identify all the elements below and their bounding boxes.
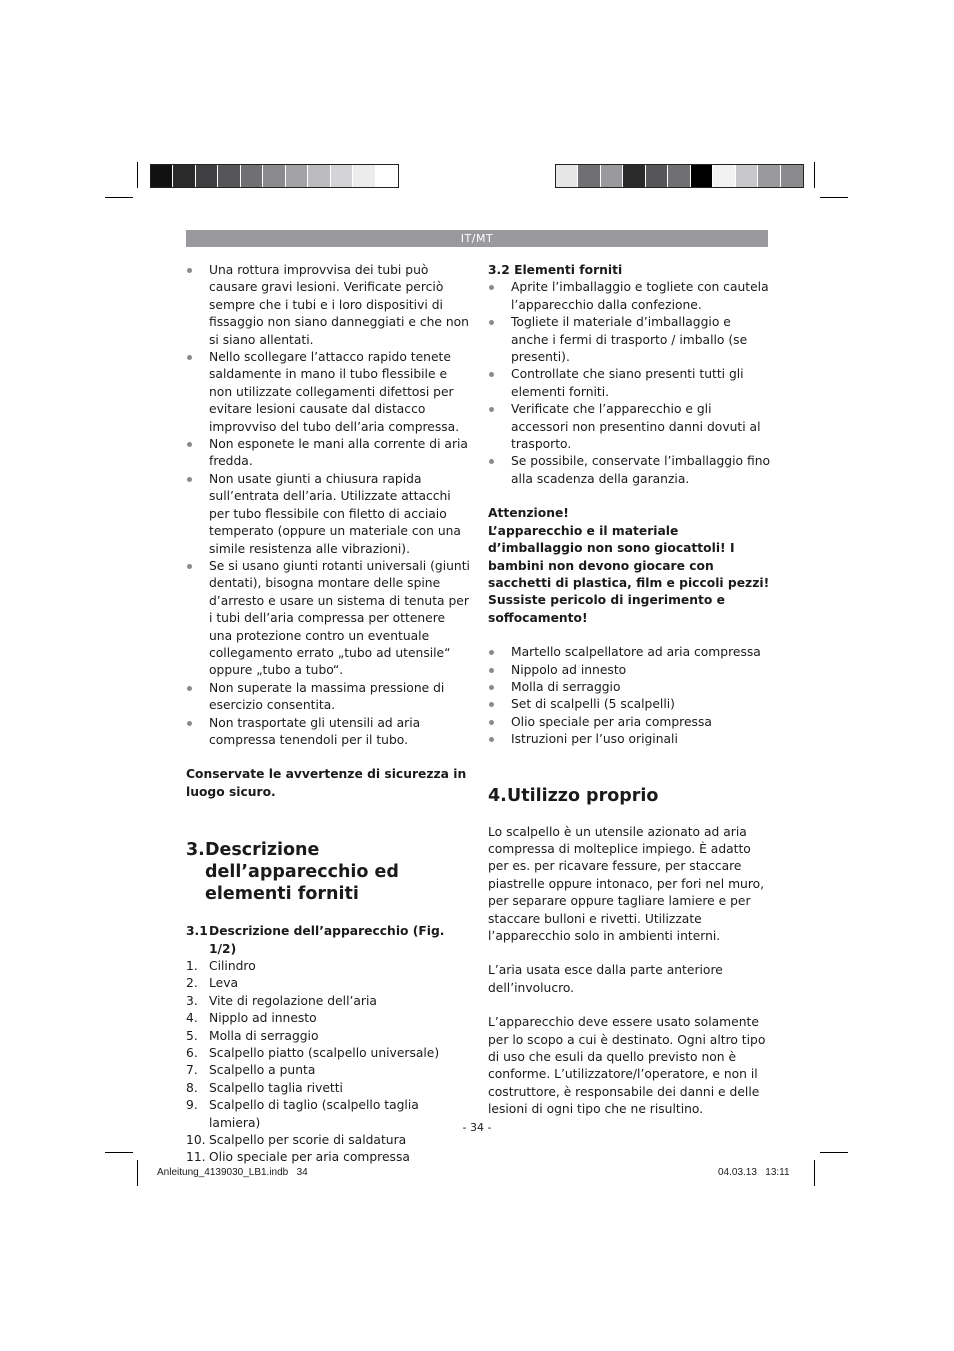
unpacking-list [488,279,772,488]
parts-list [186,958,471,1167]
color-swatch [758,165,780,187]
page-number: - 34 - [462,1121,492,1134]
color-swatch [263,165,285,187]
color-swatch [578,165,600,187]
list-item: Se si usano giunti rotanti universali (giunti dentati), bisogna montare delle spine d’arresto e usare un sistema di tenuta per i tubi dell’aria compressa per ottenere una protezione contro un eventuale collegamento errato „tubo ad utensile“ oppure „tubo a tubo“. [186,558,471,680]
crop-mark [105,197,133,198]
color-swatch [241,165,263,187]
list-item: Non esponete le mani alla corrente di aria fredda. [186,436,471,471]
attention-text: L’apparecchio e il materiale d’imballaggio non sono giocattoli! I bambini non devono giocare con sacchetti di plastica, film e piccoli pezzi! Sussiste pericolo di ingerimento e soffocamento! [488,523,770,625]
list-item: Togliete il materiale d’imballaggio e anche i fermi di trasporto / imballo (se presenti). [488,314,772,366]
usage-paragraph-2: L’aria usata esce dalla parte anteriore dell’involucro. [488,963,723,995]
list-item: Non superate la massima pressione di esercizio consentita. [186,680,471,715]
color-swatch [173,165,195,187]
list-item: 3. Vite di regolazione dell’aria [186,993,377,1008]
list-item: 7. Scalpello a punta [186,1063,316,1078]
color-swatch [646,165,668,187]
subsection-3-1-heading [186,923,471,958]
color-swatch [601,165,623,187]
language-header: IT/MT [186,230,768,247]
print-date: 04.03.13 13:11 [718,1167,790,1178]
color-swatch [196,165,218,187]
crop-mark [814,1160,815,1186]
color-bar-left [150,164,399,188]
color-bar-right [555,164,804,188]
list-item: Nello scollegare l’attacco rapido tenete saldamente in mano il tubo flessibile e non utilizzate collegamenti difettosi per evitare lesioni causate dal distacco improvviso del tubo dell’aria compressa. [186,349,471,436]
list-item: 4. Nipplo ad innesto [186,1011,317,1026]
usage-paragraph-1: Lo scalpello è un utensile azionato ad aria compressa di molteplice impiego. È adatto per es. per ricavare fessure, per staccare piastrelle oppure intonaco, per fori nel muro, per separare oppure tagliare lamiere e per staccare bulloni e rivetti. Utilizzate l’apparecchio solo in ambienti interni. [488,824,765,943]
list-item: Nippolo ad innesto [488,662,772,679]
section-3-heading [186,839,471,905]
file-info: Anleitung_4139030_LB1.indb 34 [157,1167,308,1178]
list-item: 1. Cilindro [186,959,256,973]
list-item: 8. Scalpello taglia rivetti [186,1080,343,1095]
list-item: Verificate che l’apparecchio e gli accessori non presentino danni dovuti al trasporto. [488,401,772,453]
list-item: Non usate giunti a chiusura rapida sull’entrata dell’aria. Utilizzate attacchi per tubo flessibile con filetto di acciaio temperato (oppure un materiale con una simile resistenza alle vibrazioni). [186,471,471,558]
crop-mark [814,162,815,188]
list-item: Martello scalpellatore ad aria compressa [488,644,772,661]
list-item: Non trasportate gli utensili ad aria compressa tenendoli per il tubo. [186,715,471,750]
color-swatch [691,165,713,187]
color-swatch [668,165,690,187]
color-swatch [151,165,173,187]
list-item: Controllate che siano presenti tutti gli elementi forniti. [488,366,772,401]
color-swatch [713,165,735,187]
color-swatch [736,165,758,187]
section-number: 4. [488,785,507,806]
list-item: Se possibile, conservate l’imballaggio fino alla scadenza della garanzia. [488,453,772,488]
list-item: Una rottura improvvisa dei tubi può causare gravi lesioni. Verificate perciò sempre che i tubi e i loro dispositivi di fissaggio non siano danneggiati e che non si siano allentati. [186,262,471,349]
list-item: Olio speciale per aria compressa [488,714,772,731]
keep-safety-note: Conservate le avvertenze di sicurezza in luogo sicuro. [186,767,467,799]
list-item: Molla di serraggio [488,679,772,696]
color-swatch [556,165,578,187]
color-swatch [353,165,375,187]
list-item: 2. Leva [186,976,239,991]
list-item: Set di scalpelli (5 scalpelli) [488,696,772,713]
color-swatch [623,165,645,187]
crop-mark [137,1160,138,1186]
section-number: 3. [186,840,205,861]
crop-mark [820,197,848,198]
list-item: Aprite l’imballaggio e togliete con cautela l’apparecchio dalla confezione. [488,279,772,314]
color-swatch [781,165,803,187]
list-item: 6. Scalpello piatto (scalpello universale) [186,1046,440,1061]
color-swatch [376,165,398,187]
supplied-items-list [488,644,772,748]
list-item: 11. Olio speciale per aria compressa [186,1150,410,1165]
color-swatch [218,165,240,187]
section-title: Utilizzo proprio [507,785,659,806]
subsection-number: 3.1 [186,924,208,939]
subsection-3-2-heading: 3.2 Elementi forniti [488,263,623,277]
color-swatch [308,165,330,187]
color-swatch [286,165,308,187]
section-title: Descrizione dell’apparecchio ed elementi forniti [205,840,399,905]
color-swatch [331,165,353,187]
right-column [488,262,772,1119]
safety-list [186,262,471,749]
crop-mark [105,1152,133,1153]
attention-title: Attenzione! [488,506,569,521]
crop-mark [137,162,138,188]
subsection-title: Descrizione dell’apparecchio (Fig. 1/2) [209,924,445,956]
list-item: 5. Molla di serraggio [186,1028,319,1043]
list-item: 10. Scalpello per scorie di saldatura [186,1133,407,1148]
list-item: Istruzioni per l’uso originali [488,731,772,748]
list-item: 9. Scalpello di taglio (scalpello taglia lamiera) [186,1098,419,1130]
crop-mark [820,1152,848,1153]
section-4-heading [488,785,772,807]
left-column [186,262,471,1167]
usage-paragraph-3: L’apparecchio deve essere usato solamente per lo scopo a cui è destinato. Ogni altro tipo di uso che esuli da quello previsto non è conforme. L’utilizzatore/l’operatore, e non il costruttore, è responsabile dei danni e delle lesioni di ogni tipo che ne risultino. [488,1015,766,1117]
